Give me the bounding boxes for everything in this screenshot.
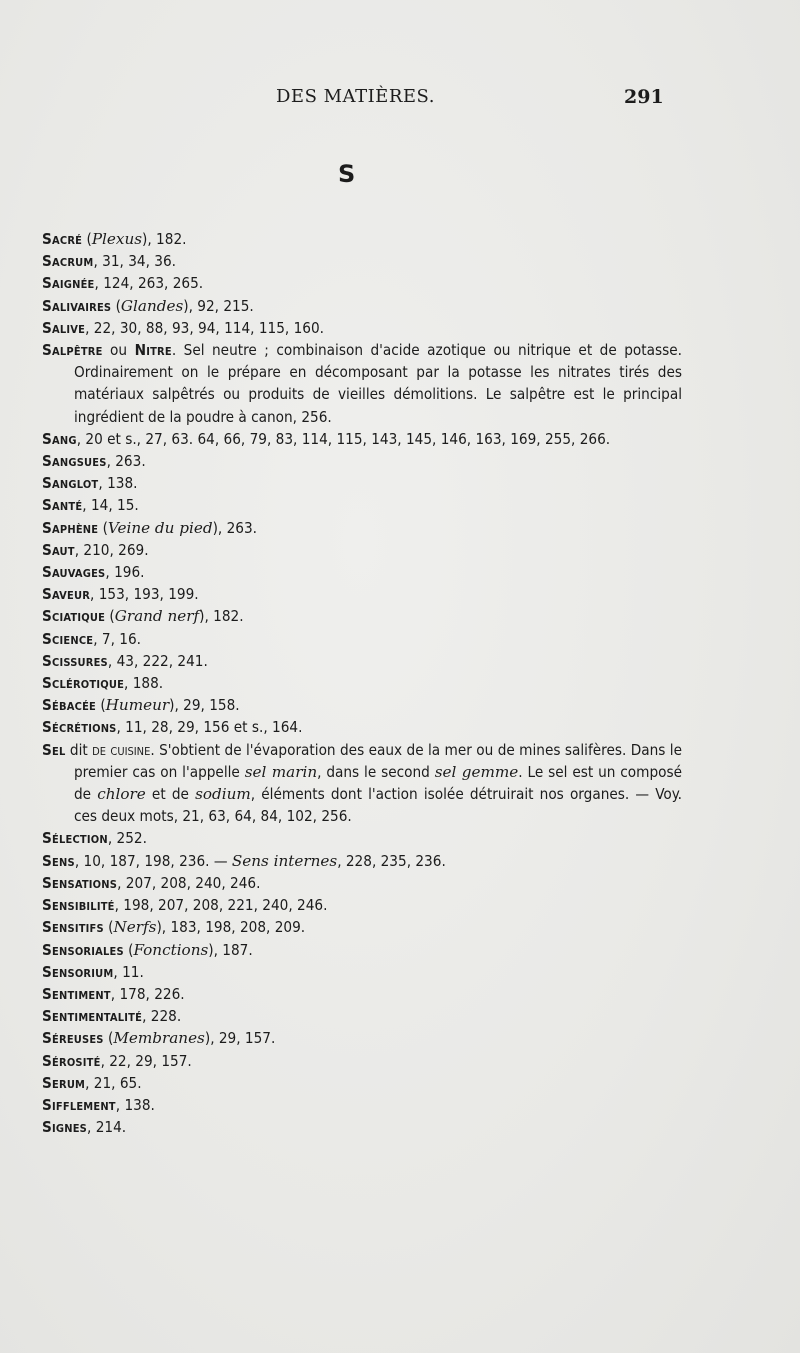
entry-term: Salive bbox=[42, 318, 86, 337]
entry-term: Saut bbox=[42, 540, 75, 559]
index-entry: Salpêtre ou Nitre. Sel neutre ; combinaison d'acide azotique ou nitrique et de potasse. Ordinairement on le prépare en décomposant par la potasse les nitrates tirés des matériaux salpêtrés ou produits de vieilles démolitions. Le salpêtre est le principal ingrédient de la poudre à canon, 256. bbox=[42, 341, 682, 426]
entry-term: Sensitifs bbox=[42, 918, 104, 937]
entry-term: Sentimentalité bbox=[42, 1007, 143, 1026]
entry-term: Séreuses bbox=[42, 1029, 104, 1048]
index-entry: Salive, 22, 30, 88, 93, 94, 114, 115, 160. bbox=[42, 318, 324, 337]
index-entry: Science, 7, 16. bbox=[42, 629, 142, 648]
index-entry: Sentiment, 178, 226. bbox=[42, 984, 185, 1003]
index-entry: Sifflement, 138. bbox=[42, 1095, 155, 1114]
entry-term: Sel bbox=[42, 740, 66, 759]
entry-term: Santé bbox=[42, 496, 83, 515]
index-entry: Sébacée (Humeur), 29, 158. bbox=[42, 696, 240, 715]
index-entry: Sanglot, 138. bbox=[42, 474, 138, 493]
running-title: DES MATIÈRES. bbox=[276, 86, 435, 107]
entry-term: Sensorium bbox=[42, 962, 114, 981]
index-entry: Sensorium, 11. bbox=[42, 962, 144, 981]
index-entry: Sangsues, 263. bbox=[42, 452, 146, 471]
entry-term: Sentiment bbox=[42, 984, 111, 1003]
index-entry: Sécrétions, 11, 28, 29, 156 et s., 164. bbox=[42, 718, 303, 737]
entry-term: Saveur bbox=[42, 585, 91, 604]
entry-term: Sifflement bbox=[42, 1095, 116, 1114]
entry-term: Saignée bbox=[42, 274, 95, 293]
index-entry: Sentimentalité, 228. bbox=[42, 1007, 182, 1026]
entry-term: Serum bbox=[42, 1073, 86, 1092]
index-entry: Sens, 10, 187, 198, 236. — Sens internes, 228, 235, 236. bbox=[42, 851, 446, 870]
entry-term: Sécrétions bbox=[42, 718, 117, 737]
entry-term: Sauvages bbox=[42, 563, 106, 582]
entry-term: Science bbox=[42, 629, 94, 648]
index-entry: Sélection, 252. bbox=[42, 829, 147, 848]
index-entry: Salivaires (Glandes), 92, 215. bbox=[42, 296, 254, 315]
index-entry: Santé, 14, 15. bbox=[42, 496, 139, 515]
index-entry: Sensoriales (Fonctions), 187. bbox=[42, 940, 253, 959]
entry-term: Sensibilité bbox=[42, 896, 115, 915]
index-entry: Sclérotique, 188. bbox=[42, 674, 164, 693]
index-entry: Saphène (Veine du pied), 263. bbox=[42, 518, 257, 537]
entry-term: Sciatique bbox=[42, 607, 106, 626]
index-entry: Saignée, 124, 263, 265. bbox=[42, 274, 204, 293]
entry-term: Sérosité bbox=[42, 1051, 101, 1070]
index-entry: Scissures, 43, 222, 241. bbox=[42, 651, 208, 670]
entry-term: Sanglot bbox=[42, 474, 99, 493]
index-entry: Séreuses (Membranes), 29, 157. bbox=[42, 1029, 276, 1048]
entry-term: Sensations bbox=[42, 873, 118, 892]
entry-term: Sclérotique bbox=[42, 674, 125, 693]
entry-term: Sensoriales bbox=[42, 940, 124, 959]
entry-term: Saphène bbox=[42, 518, 99, 537]
index-entry: Sciatique (Grand nerf), 182. bbox=[42, 607, 244, 626]
entry-term: Signes bbox=[42, 1118, 88, 1137]
index-entry: Sauvages, 196. bbox=[42, 563, 145, 582]
page-number: 291 bbox=[624, 86, 664, 108]
entry-term: Sens bbox=[42, 851, 75, 870]
index-entry: Saveur, 153, 193, 199. bbox=[42, 585, 199, 604]
index-entry: Sang, 20 et s., 27, 63. 64, 66, 79, 83, 114, 115, 143, 145, 146, 163, 169, 255, 266. bbox=[42, 429, 611, 448]
section-letter: S bbox=[338, 160, 356, 188]
index-entry: Sacré (Plexus), 182. bbox=[42, 230, 187, 248]
index-entry: Saut, 210, 269. bbox=[42, 540, 149, 559]
entry-term: Salivaires bbox=[42, 296, 112, 315]
entry-term: Salpêtre bbox=[42, 341, 103, 360]
entry-term: Sangsues bbox=[42, 452, 107, 471]
index-entry: Sacrum, 31, 34, 36. bbox=[42, 252, 176, 271]
index-entry: Signes, 214. bbox=[42, 1118, 127, 1137]
entry-term: Scissures bbox=[42, 651, 108, 670]
index-entry: Serum, 21, 65. bbox=[42, 1073, 142, 1092]
entry-term: Sébacée bbox=[42, 696, 96, 715]
index-entry: Sensibilité, 198, 207, 208, 221, 240, 246. bbox=[42, 896, 328, 915]
index-entry: Sel dit de cuisine. S'obtient de l'évaporation des eaux de la mer ou de mines salifères. Dans le premier cas on l'appelle sel marin, dans le second sel gemme. Le sel est un composé de chlore et de sodium, éléments dont l'action isolée détruirait nos organes. — Voy. ces deux mots, 21, 63, 64, 84, 102, 256. bbox=[42, 740, 683, 826]
index-entry: Sensitifs (Nerfs), 183, 198, 208, 209. bbox=[42, 918, 306, 937]
entry-term: Sacré bbox=[42, 230, 83, 248]
entry-term: Sélection bbox=[42, 829, 108, 848]
entry-term: Sacrum bbox=[42, 252, 94, 271]
index-list bbox=[42, 228, 682, 1138]
entry-term: Sang bbox=[42, 429, 77, 448]
index-entry: Sensations, 207, 208, 240, 246. bbox=[42, 873, 261, 892]
index-entry: Sérosité, 22, 29, 157. bbox=[42, 1051, 192, 1070]
running-head bbox=[0, 86, 800, 116]
